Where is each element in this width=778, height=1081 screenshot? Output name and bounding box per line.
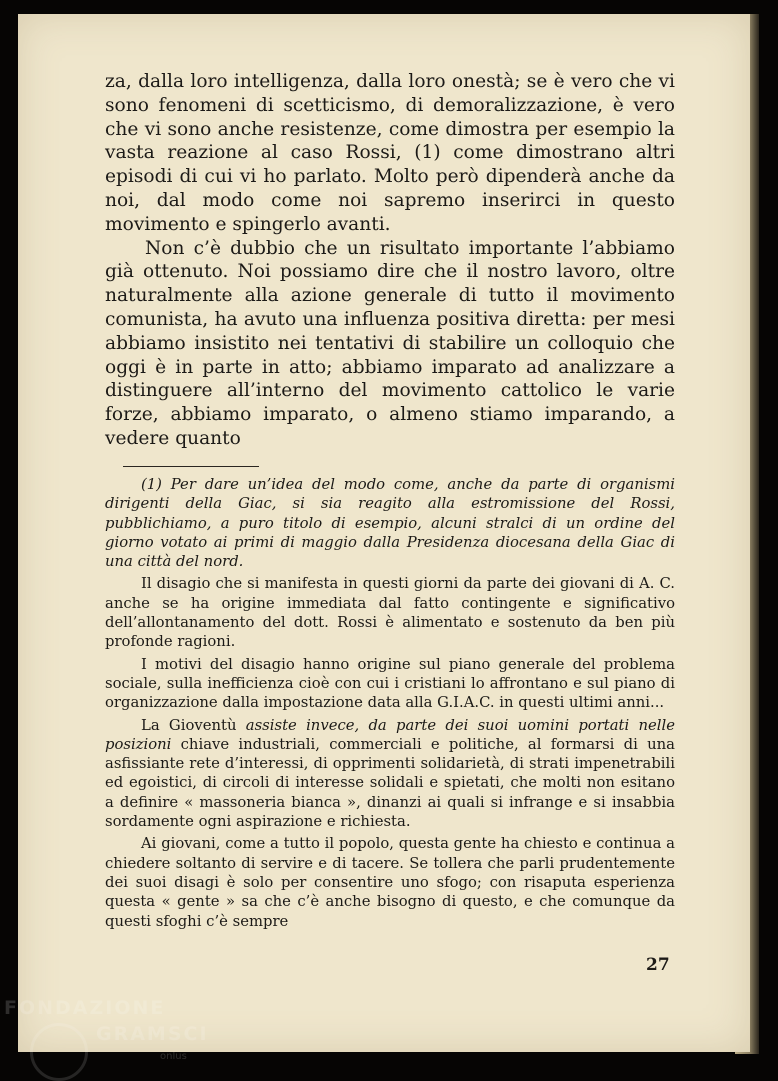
- footnote-intro: (1) Per dare un’idea del modo come, anche da parte di organismi dirigenti della Giac, si sia reagito alla estromissione del Rossi, pubblichiamo, a puro titolo di esempio, alcuni stralci di un ordine del giorno votato ai primi di maggio dalla Presidenza diocesana della Giac di una città del nord.: [105, 476, 675, 571]
- main-text: [105, 70, 675, 451]
- page-number: 27: [646, 955, 670, 975]
- footnote-separator: [123, 466, 259, 467]
- footnote-quote-3-start: La Gioventù: [141, 716, 246, 734]
- footnote-quote-1: Il disagio che si manifesta in questi giorni da parte dei giovani di A. C. anche se ha origine immediata dal fatto contingente e significativo dell’allontanamento del dott. Rossi è alimentato e sostenuto da ben più profonde ragioni.: [105, 575, 675, 651]
- watermark-line-3: onlus: [160, 1051, 187, 1062]
- footnote-block: [105, 475, 675, 934]
- footnote-quote-4: Ai giovani, come a tutto il popolo, questa gente ha chiesto e continua a chiedere soltanto di servire e di tacere. Se tollera che parli prudentemente dei suoi disagi è solo per consentire uno sfogo; con risaputa esperienza questa « gente » sa che c’è anche bisogno di questo, e che comunque da questi sfoghi c’è sempre: [105, 835, 675, 930]
- footnote-quote-2: I motivi del disagio hanno origine sul piano generale del problema sociale, sulla inefficienza cioè con cui i cristiani lo affrontano e sul piano di organizzazione dalla impostazione data alla G.I.A.C. in questi ultimi anni...: [105, 655, 675, 712]
- footnote-quote-3-rest: chiave industriali, commerciali e politiche, al formarsi di una asfissiante rete d’interessi, di opprimenti solidarietà, di strati impenetrabili ed egoistici, di circoli di interesse solidali e spietati, che molti non esitano a definire « massoneria bianca », dinanzi ai quali si infrange e si insabbia sordamente ogni aspirazione e richiesta.: [105, 735, 675, 831]
- footnote-quote-3: [105, 716, 675, 832]
- watermark: [0, 993, 209, 1080]
- footnote-quote-3-italic: assiste invece, da parte dei suoi uomini portati nelle posizioni: [105, 716, 675, 753]
- watermark-logo-icon: [30, 1023, 88, 1081]
- watermark-line-2: GRAMSCI: [96, 1023, 209, 1045]
- watermark-line-1: FONDAZIONE: [4, 997, 166, 1019]
- paragraph-2: Non c’è dubbio che un risultato importante l’abbiamo già ottenuto. Noi possiamo dire che il nostro lavoro, oltre naturalmente alla azione generale di tutto il movimento comunista, ha avuto una influenza positiva diretta: per mesi abbiamo insistito nei tentativi di stabilire un colloquio che oggi è in parte in atto; abbiamo imparato ad analizzare a distinguere all’interno del movimento cattolico le varie forze, abbiamo imparato, o almeno stiamo imparando, a vedere quanto: [105, 237, 675, 449]
- paragraph-1: za, dalla loro intelligenza, dalla loro onestà; se è vero che vi sono fenomeni di scetticismo, di demoralizzazione, è vero che vi sono anche resistenze, come dimostra per esempio la vasta reazione al caso Rossi, (1) come dimostrano altri episodi di cui vi ho parlato. Molto però dipenderà anche da noi, dal modo come noi sapremo inserirci in questo movimento e spingerlo avanti.: [105, 71, 675, 235]
